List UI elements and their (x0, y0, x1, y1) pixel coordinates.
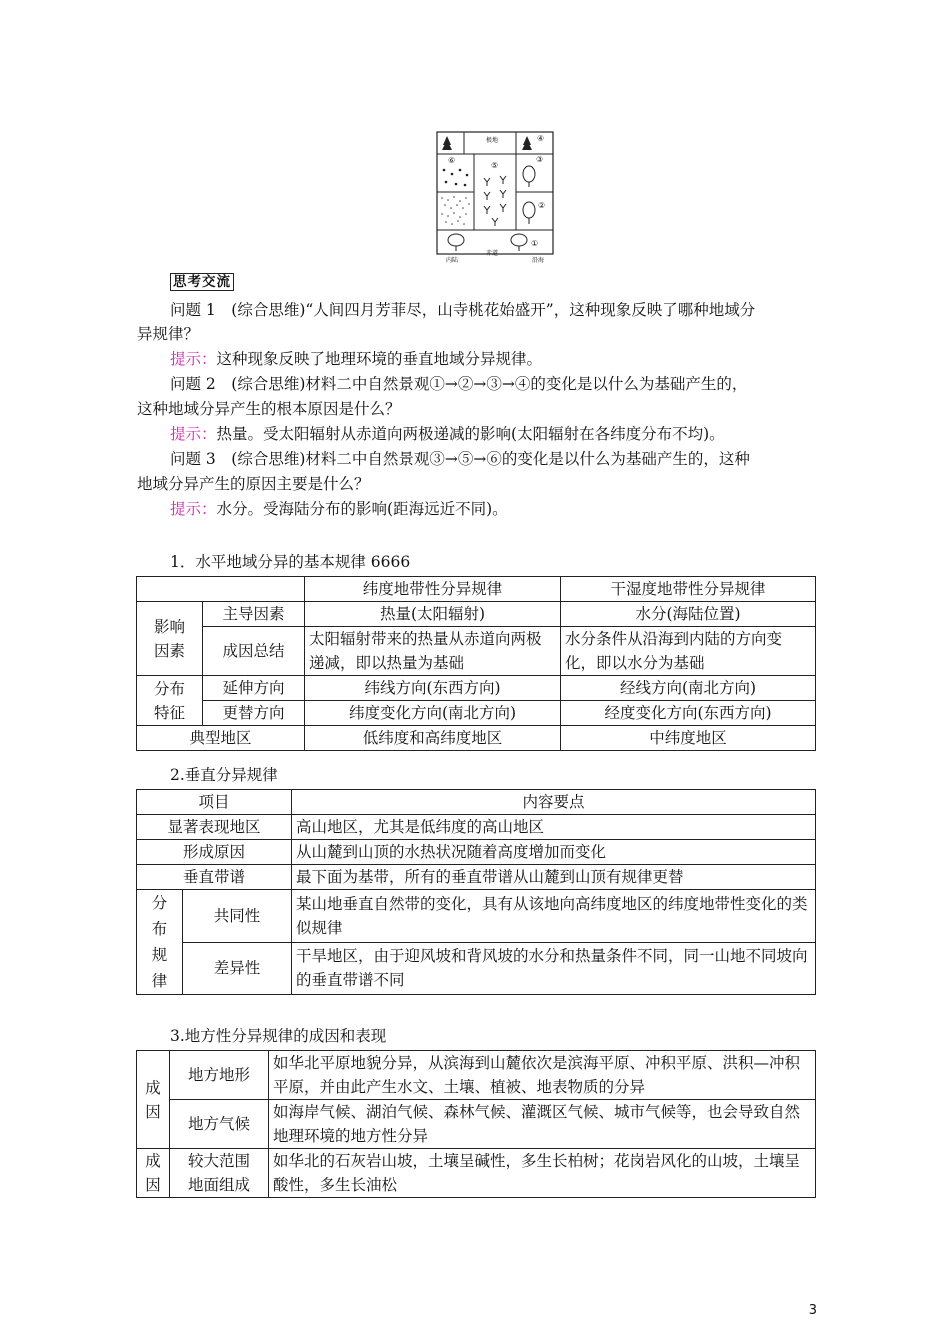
question-2-line-2: 这种地域分异产生的根本原因是什么？ (137, 400, 401, 418)
natural-landscape-diagram (434, 130, 554, 265)
table2-row-label: 差异性 (183, 942, 292, 995)
table1-cell: 经度变化方向(东西方向) (561, 701, 816, 726)
group-text: 影响 (153, 617, 185, 636)
table1-cell: 水分(海陆位置) (561, 602, 816, 627)
question-3-line-2: 地域分异产生的原因主要是什么？ (137, 475, 370, 493)
table1-row-label: 延伸方向 (203, 676, 305, 701)
group-char: 布 (151, 920, 168, 938)
table2-group-distribution-law (137, 890, 183, 995)
question-3-line-1: 问题 3 (综合思维)材料二中自然景观③→⑤→⑥的变化是以什么为基础产生的，这种 (170, 450, 750, 468)
local-zonation-table (136, 1050, 816, 1198)
table1-cell: 水分条件从沿海到内陆的方向变化，即以水分为基础 (561, 627, 816, 676)
question-1-line-1: 问题 1 (综合思维)“人间四月芳菲尽，山寺桃花始盛开”，这种现象反映了哪种地域分 (170, 301, 756, 319)
hint-2-text: 热量。受太阳辐射从赤道向两极递减的影响(太阳辐射在各纬度分布不均)。 (216, 425, 725, 443)
table2-row-label: 形成原因 (137, 840, 292, 865)
table1-row-label: 更替方向 (203, 701, 305, 726)
hint-label: 提示： (170, 425, 217, 443)
table1-cell: 中纬度地区 (561, 726, 816, 751)
table2-cell: 高山地区，尤其是低纬度的高山地区 (292, 815, 816, 840)
label-inland: 内陆 (446, 257, 459, 264)
group-char: 成 (145, 1078, 161, 1097)
table2-cell: 从山麓到山顶的水热状况随着高度增加而变化 (292, 840, 816, 865)
vertical-zonation-table (136, 789, 816, 995)
table1-row-label: 典型地区 (137, 726, 305, 751)
table1-cell: 低纬度和高纬度地区 (305, 726, 561, 751)
table2-row-label: 共同性 (183, 890, 292, 943)
table1-cell: 热量(太阳辐射) (305, 602, 561, 627)
table3-row-label: 地方地形 (170, 1051, 269, 1100)
page-number: 3 (808, 1303, 817, 1318)
group-text: 因素 (153, 641, 185, 660)
group-char: 成 (145, 1152, 161, 1170)
section-3-title: 3.地方性分异规律的成因和表现 (170, 1027, 387, 1045)
table2-cell: 最下面为基带，所有的垂直带谱从山麓到山顶有规律更替 (292, 865, 816, 890)
table1-cell: 太阳辐射带来的热量从赤道向两极递减，即以热量为基础 (305, 627, 561, 676)
question-2-line-1: 问题 2 (综合思维)材料二中自然景观①→②→③→④的变化是以什么为基础产生的， (170, 375, 748, 393)
horizontal-zonation-table (136, 576, 816, 751)
table2-cell: 某山地垂直自然带的变化，具有从该地向高纬度地区的纬度地带性变化的类似规律 (292, 890, 816, 943)
table2-cell: 干旱地区，由于迎风坡和背风坡的水分和热量条件不同，同一山地不同坡向的垂直带谱不同 (292, 942, 816, 995)
table1-cell: 经线方向(南北方向) (561, 676, 816, 701)
marker-5: ⑤ (491, 161, 499, 170)
table1-row-label: 主导因素 (203, 602, 305, 627)
hint-label: 提示： (170, 500, 217, 518)
table1-row-label: 成因总结 (203, 627, 305, 676)
table1-group-distribution (137, 676, 203, 726)
group-char: 律 (151, 972, 168, 990)
group-char: 因 (145, 1102, 161, 1121)
marker-6: ⑥ (448, 156, 456, 165)
table3-cell: 如华北的石灰岩山坡，土壤呈碱性，多生长柏树；花岗岩风化的山坡，土壤呈酸性，多生长油松 (269, 1149, 816, 1198)
table2-header-content: 内容要点 (292, 790, 816, 815)
section-2-title: 2.垂直分异规律 (170, 766, 278, 784)
table2-header-item: 项目 (137, 790, 292, 815)
table1-corner (137, 577, 305, 602)
label-equator: 赤道 (486, 250, 499, 257)
group-text: 分布 (153, 679, 185, 698)
hint-1 (137, 347, 817, 371)
hint-label: 提示： (170, 350, 217, 368)
table1-cell: 纬度变化方向(南北方向) (305, 701, 561, 726)
marker-3: ③ (536, 155, 544, 164)
marker-4: ④ (537, 134, 545, 143)
marker-1: ① (531, 239, 539, 248)
group-char: 因 (145, 1176, 161, 1194)
table2-row-label: 垂直带谱 (137, 865, 292, 890)
label-coast: 沿海 (532, 257, 545, 264)
hint-3-text: 水分。受海陆分布的影响(距海远近不同)。 (216, 500, 508, 518)
label-line: 较大范围 (187, 1152, 250, 1170)
table1-header-latitudinal: 纬度地带性分异规律 (305, 577, 561, 602)
question-1-line-2: 异规律？ (137, 325, 200, 343)
label-polar: 极地 (486, 137, 499, 144)
table3-cell: 如华北平原地貌分异，从滨海到山麓依次是滨海平原、冲积平原、洪积—冲积平原，并由此产生水文、土壤、植被、地表物质的分异 (269, 1051, 816, 1100)
hint-3 (137, 497, 817, 521)
table1-header-moisture: 干湿度地带性分异规律 (561, 577, 816, 602)
table3-group-cause (137, 1051, 170, 1149)
section-1-title: 1．水平地域分异的基本规律 6666 (170, 553, 411, 571)
group-char: 分 (151, 894, 168, 912)
table3-row-label: 地方气候 (170, 1100, 269, 1149)
think-exchange-title: 思考交流 (170, 273, 234, 291)
table1-group-factors (137, 602, 203, 676)
table2-row-label: 显著表现地区 (137, 815, 292, 840)
table1-cell: 纬线方向(东西方向) (305, 676, 561, 701)
label-line: 地面组成 (187, 1176, 250, 1194)
table3-row-label (170, 1149, 269, 1198)
group-text: 特征 (153, 703, 185, 722)
group-char: 规 (151, 946, 168, 964)
table3-group-cause-2 (137, 1149, 170, 1198)
hint-1-text: 这种现象反映了地理环境的垂直地域分异规律。 (216, 350, 543, 368)
marker-2: ② (538, 201, 546, 210)
table3-cell: 如海岸气候、湖泊气候、森林气候、灌溉区气候、城市气候等，也会导致自然地理环境的地方性分异 (269, 1100, 816, 1149)
hint-2 (137, 422, 817, 446)
